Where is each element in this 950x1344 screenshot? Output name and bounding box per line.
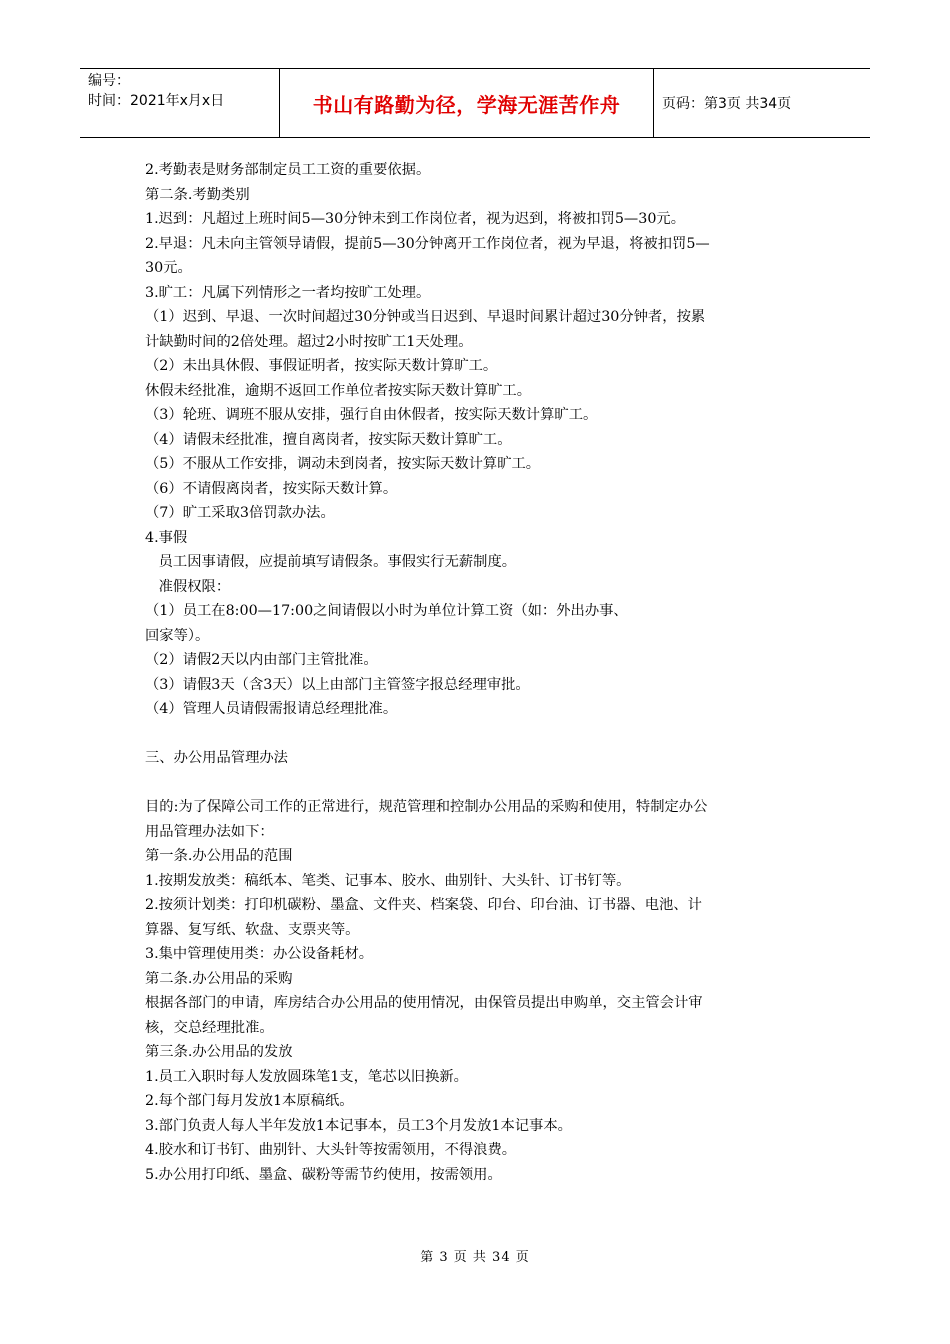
body-line: 第二条.考勤类别 — [145, 186, 250, 203]
body-line: 2.按须计划类：打印机碳粉、墨盒、文件夹、档案袋、印台、印台油、订书器、电池、计 — [145, 897, 702, 913]
body-line: 1.按期发放类：稿纸本、笔类、记事本、胶水、曲别针、大头针、订书钉等。 — [145, 872, 631, 889]
body-line: 核，交总经理批准。 — [145, 1019, 274, 1036]
document-number-label: 编号： — [88, 73, 130, 89]
body-line: （4）管理人员请假需报请总经理批准。 — [145, 701, 398, 717]
body-line: 三、办公用品管理办法 — [145, 750, 288, 766]
body-line: 2.考勤表是财务部制定员工工资的重要依据。 — [145, 162, 431, 178]
body-line: 3.集中管理使用类：办公设备耗材。 — [145, 946, 374, 962]
body-line: 根据各部门的申请，库房结合办公用品的使用情况，由保管员提出申购单，交主管会计审 — [145, 995, 703, 1011]
body-line: 2.每个部门每月发放1本原稿纸。 — [145, 1093, 354, 1109]
page-header — [80, 68, 870, 138]
body-line: （2）未出具休假、事假证明者，按实际天数计算旷工。 — [145, 358, 498, 374]
body-line: （1）员工在8:00—17:00之间请假以小时为单位计算工资（如：外出办事、 — [145, 603, 628, 619]
body-line: 1.迟到：凡超过上班时间5—30分钟未到工作岗位者，视为迟到，将被扣罚5—30元。 — [145, 211, 686, 227]
body-line: （4）请假未经批准，擅自离岗者，按实际天数计算旷工。 — [145, 431, 512, 448]
body-line: （3）请假3天（含3天）以上由部门主管签字报总经理审批。 — [145, 676, 530, 693]
body-line: 休假未经批准，逾期不返回工作单位者按实际天数计算旷工。 — [145, 382, 532, 399]
blank-line — [145, 722, 810, 747]
body-line: 4.事假 — [145, 529, 188, 546]
body-line: 第三条.办公用品的发放 — [145, 1044, 293, 1060]
body-line: 1.员工入职时每人发放圆珠笔1支，笔芯以旧换新。 — [145, 1068, 468, 1085]
body-line: 第二条.办公用品的采购 — [145, 970, 293, 987]
header-left-cell — [80, 69, 280, 137]
body-line: 算器、复写纸、软盘、支票夹等。 — [145, 921, 360, 938]
header-motto: 书山有路勤为径，学海无涯苦作舟 — [280, 69, 654, 137]
body-line: （3）轮班、调班不服从安排，强行自由休假者，按实际天数计算旷工。 — [145, 407, 598, 423]
body-line: 3.旷工：凡属下列情形之一者均按旷工处理。 — [145, 284, 431, 301]
body-line: 用品管理办法如下： — [145, 823, 274, 840]
body-line: 目的:为了保障公司工作的正常进行，规范管理和控制办公用品的采购和使用，特制定办公 — [145, 799, 708, 815]
body-line: （1）迟到、早退、一次时间超过30分钟或当日迟到、早退时间累计超过30分钟者，按累 — [145, 309, 706, 325]
body-line: 第一条.办公用品的范围 — [145, 848, 293, 864]
blank-line — [145, 771, 810, 796]
body-line: （6）不请假离岗者，按实际天数计算。 — [145, 480, 398, 497]
body-line: （2）请假2天以内由部门主管批准。 — [145, 652, 378, 668]
body-line: 回家等）。 — [145, 627, 210, 644]
body-line: 4.胶水和订书钉、曲别针、大头针等按需领用，不得浪费。 — [145, 1142, 517, 1158]
body-line: 计缺勤时间的2倍处理。超过2小时按旷工1天处理。 — [145, 333, 473, 350]
body-line: （7）旷工采取3倍罚款办法。 — [145, 505, 335, 521]
body-line: 30元。 — [145, 260, 192, 276]
body-line: 5.办公用打印纸、墨盒、碳粉等需节约使用，按需领用。 — [145, 1166, 502, 1183]
page-footer: 第 3 页 共 34 页 — [420, 1250, 530, 1265]
document-date-label: 时间：2021年x月x日 — [88, 93, 225, 109]
body-line: 准假权限： — [145, 578, 231, 595]
body-line: 3.部门负责人每人半年发放1本记事本，员工3个月发放1本记事本。 — [145, 1117, 572, 1134]
header-page-label: 页码：第3页 共34页 — [662, 96, 792, 112]
body-line: 2.早退：凡未向主管领导请假，提前5—30分钟离开工作岗位者，视为早退，将被扣罚5— — [145, 235, 710, 252]
document-body — [145, 158, 810, 1187]
body-line: （5）不服从工作安排，调动未到岗者，按实际天数计算旷工。 — [145, 456, 541, 472]
body-line: 员工因事请假，应提前填写请假条。事假实行无薪制度。 — [145, 554, 517, 570]
